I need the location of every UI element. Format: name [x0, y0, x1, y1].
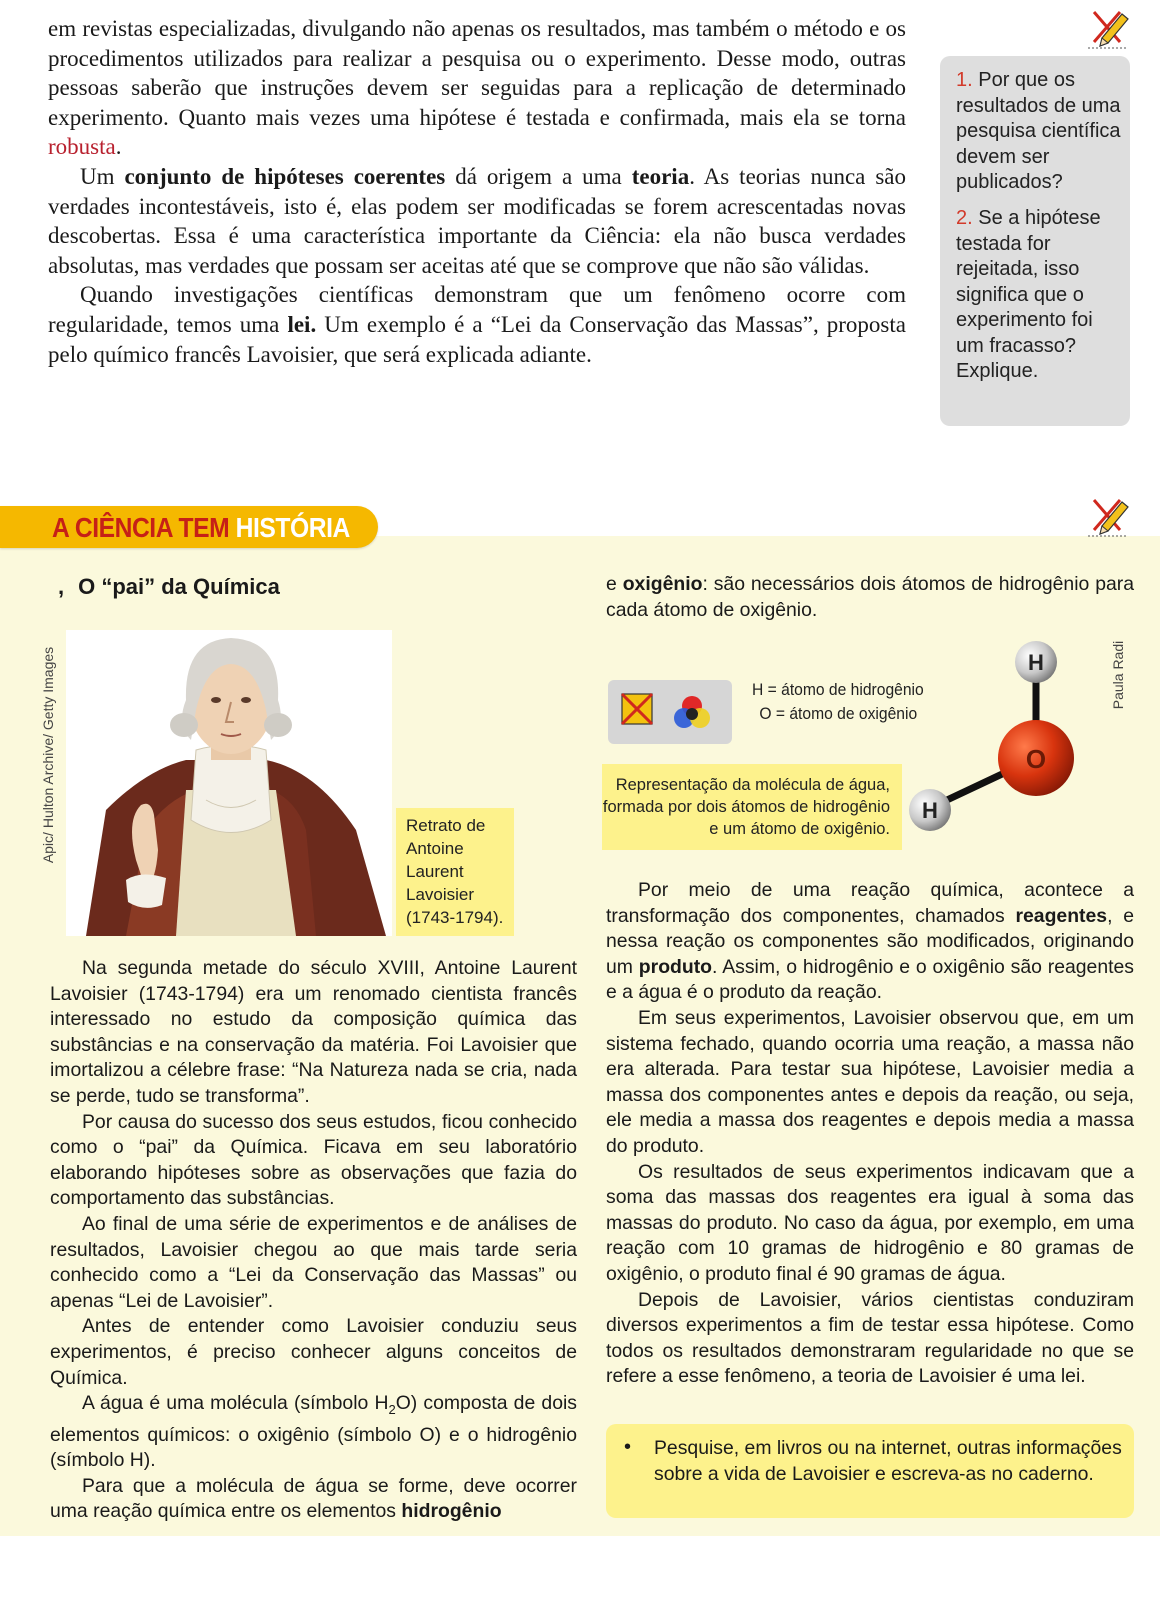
section-title: , O “pai” da Química	[58, 574, 280, 599]
activity-text: Pesquise, em livros ou na internet, outras informações sobre a vida de Lavoisier e escreva-as no caderno.	[654, 1437, 1122, 1485]
activity-bullet: •	[624, 1436, 632, 1458]
lavoisier-portrait	[66, 630, 392, 936]
svg-text:H: H	[1028, 650, 1044, 675]
paragraph-lavoisier-intro: Na segunda metade do século XVIII, Antoine Laurent Lavoisier (1743-1794) era um renomado cientista francês interessado no estudo da composição química das substâncias e na conservação da matéria. Foi Lavoisier que imortalizou a célebre frase: “Na Natureza nada se cria, nada se perde, tudo se transforma”.	[50, 957, 577, 1107]
paragraph-law: Quando investigações científicas demonstram que um fenômeno ocorre com regularidade, temos uma lei. Um exemplo é a “Lei da Conservação das Massas”, proposta pelo químico francês Lavoisier, que será explicada adiante.	[48, 282, 906, 367]
question-1: 1. Por que os resultados de uma pesquisa científica devem ser publicados?	[956, 69, 1121, 193]
legend-swatches-icon	[608, 680, 732, 744]
left-column-text	[50, 956, 577, 1525]
paragraph-reaction: Para que a molécula de água se forme, deve ocorrer uma reação química entre os elementos hidrogênio	[50, 1474, 577, 1523]
illustration-credit: Paula Radi	[1110, 640, 1126, 710]
portrait-caption: Retrato de Antoine Laurent Lavoisier (1743-1794).	[396, 808, 514, 936]
paragraph-water-molecule: A água é uma molécula (símbolo $H_2O$) composta de dois elementos químicos: o oxigênio (símbolo O) e o hidrogênio (símbolo H).	[50, 1392, 577, 1472]
paragraph-after-lavoisier: Depois de Lavoisier, vários cientistas conduziram diversos experimentos a fim de testar essa hipótese. Como todos os resultados demonstraram regularidade no que se refere a esse fenômeno, a teoria de Lavoisier é uma lei.	[606, 1288, 1134, 1388]
highlight-robusta: robusta	[48, 134, 116, 160]
photo-credit: Apic/ Hulton Archive/ Getty Images	[40, 646, 56, 864]
main-text-top	[48, 14, 906, 369]
paragraph-reagents: Por meio de uma reação química, acontece a transformação dos componentes, chamados reagentes, e nessa reação os componentes são modificados, originando um produto. Assim, o hidrogênio e o oxigênio são reagentes e a água é o produto da reação.	[606, 879, 1134, 1004]
svg-text:O: O	[1025, 744, 1047, 774]
right-column-text	[606, 878, 1134, 1390]
paragraph-results: Os resultados de seus experimentos indicavam que a soma das massas dos reagentes era igual à soma das massas do produto. No caso da água, por exemplo, em uma reação com 10 gramas de hidrogênio e 80 gramas de oxigênio, o produto final é 90 gramas de água.	[606, 1160, 1134, 1285]
atom-legend-box	[608, 680, 732, 744]
molecule-caption: Representação da molécula de água, formada por dois átomos de hidrogênio e um átomo de oxigênio.	[602, 764, 902, 850]
write-in-notebook-icon	[1086, 494, 1130, 538]
right-column-intro: e oxigênio: são necessários dois átomos de hidrogênio para cada átomo de oxigênio.	[606, 573, 1135, 621]
water-molecule-diagram	[900, 640, 1100, 860]
review-questions-box	[940, 56, 1130, 426]
section-banner-title: A CIÊNCIA TEM HISTÓRIA	[52, 512, 350, 543]
paragraph-concepts: Antes de entender como Lavoisier conduziu seus experimentos, é preciso conhecer alguns conceitos de Química.	[50, 1315, 577, 1389]
paragraph-father-of-chemistry: Por causa do sucesso dos seus estudos, ficou conhecido como o “pai” da Química. Ficava em seu laboratório elaborando hipóteses sobre as observações que fazia do comportamento das substâncias.	[50, 1110, 577, 1210]
question-2: 2. Se a hipótese testada for rejeitada, isso significa que o experimento foi um fracasso? Explique.	[956, 207, 1101, 382]
atom-legend-text: H = átomo de hidrogênio O = átomo de oxigênio	[752, 680, 924, 723]
paragraph-closed-system: Em seus experimentos, Lavoisier observou que, em um sistema fechado, quando ocorria uma reação, a massa não era alterada. Para testar sua hipótese, Lavoisier media a massa dos componentes antes e depois da reação, ou seja, ele media a massa dos reagentes e depois media a massa do produto.	[606, 1006, 1134, 1157]
paragraph-publication: em revistas especializadas, divulgando não apenas os resultados, mas também o método e os procedimentos utilizados para realizar a pesquisa ou o experimento. Desse modo, outras pessoas saberão que instruções devem ser seguidas para a replicação de determinado experimento. Quanto mais vezes uma hipótese é testada e confirmada, mais ela se torna robusta.	[48, 16, 906, 160]
write-in-notebook-icon	[1086, 6, 1130, 50]
paragraph-theory: Um conjunto de hipóteses coerentes dá origem a uma teoria. As teorias nunca são verdades incontestáveis, isto é, elas podem ser modificadas se forem acrescentadas novas descobertas. Essa é uma característica importante da Ciência: ela não busca verdades absolutas, mas verdades que possam ser aceitas até que se comprove que não são válidas.	[48, 163, 906, 278]
paragraph-conservation-law: Ao final de uma série de experimentos e de análises de resultados, Lavoisier chegou ao que mais tarde seria conhecido como a “Lei da Conservação das Massas” ou apenas “Lei de Lavoisier”.	[50, 1212, 577, 1312]
svg-text:H: H	[922, 798, 938, 823]
